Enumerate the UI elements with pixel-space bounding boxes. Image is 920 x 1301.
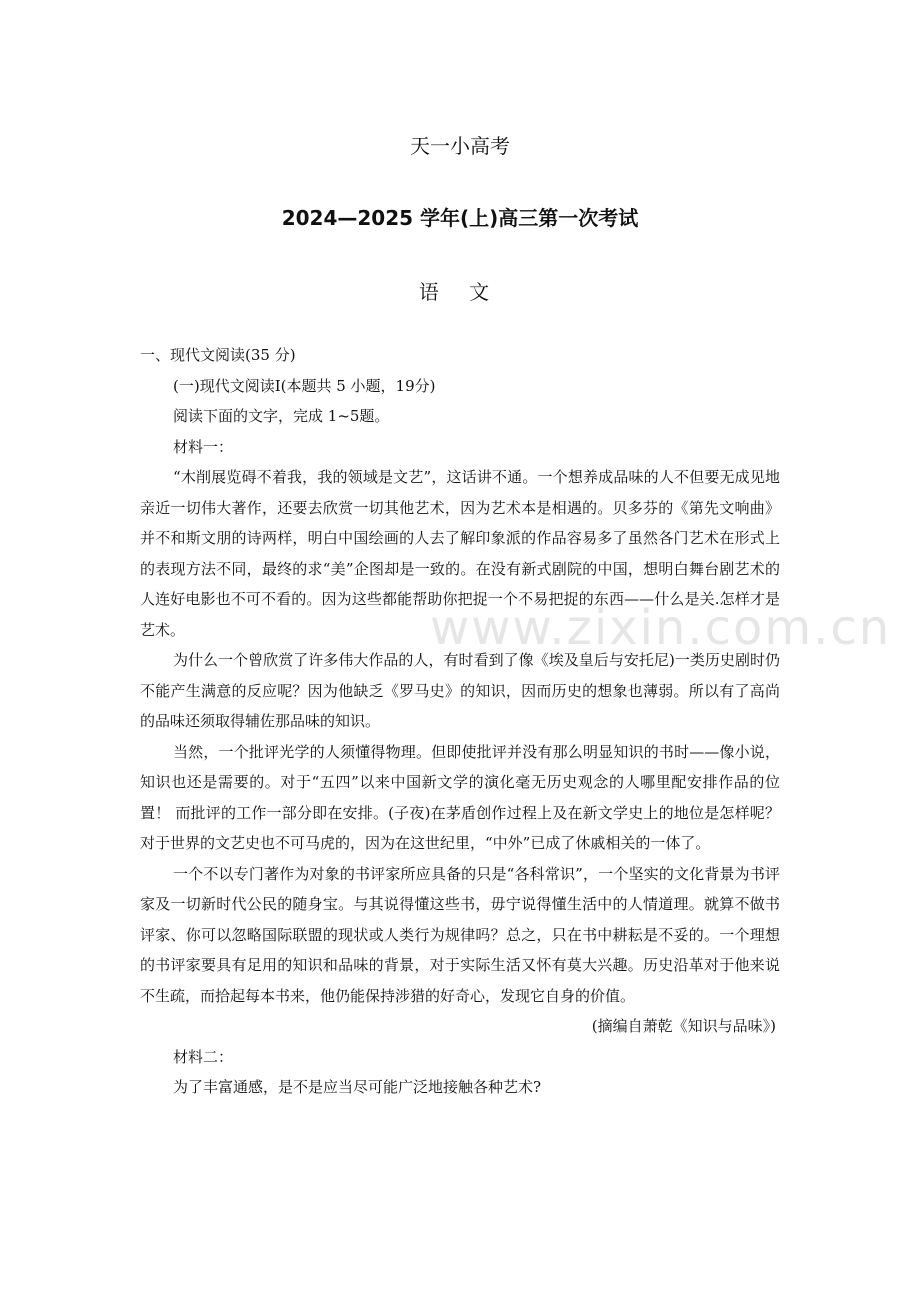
material-2-label: 材料二： (173, 1047, 234, 1066)
school-name: 天一小高考 (410, 134, 510, 158)
subject-title: 语 文 (418, 280, 502, 304)
material-1-paragraph: 为什么一个曾欣赏了许多伟大作品的人，有时看到了像《埃及皇后与安托尼)一类历史剧时仍不能产生满意的反应呢？因为他缺乏《罗马史》的知识，因而历史的想象也薄弱。所以有了高尚的品味还须取得辅佐那品味的知识。 (140, 651, 780, 730)
material-1-source: (摘编自萧乾《知识与品味》) (591, 1017, 776, 1035)
section-heading: 一、现代文阅读(35 分) (140, 346, 296, 364)
exam-title: 2024—2025 学年(上)高三第一次考试 (281, 206, 639, 230)
document-body (140, 340, 780, 1103)
watermark: www.zixin.com.cn (430, 600, 892, 656)
sub-heading: (一)现代文阅读Ⅰ(本题共 5 小题，19分) (173, 376, 436, 395)
material-2-first-line: 为了丰富通感，是不是应当尽可能广泛地接触各种艺术? (173, 1078, 542, 1096)
material-1-paragraph: 一个不以专门著作为对象的书评家所应具备的只是“各科常识”，一个坚实的文化背景为书评家及一切新时代公民的随身宝。与其说得懂这些书，毋宁说得懂生活中的人情道理。就算不做书评家、你可以忽略国际联盟的现状或人类行为规律吗？总之，只在书中耕耘是不妥的。一个理想的书评家要具有足用的知识和品味的背景，对于实际生活又怀有莫大兴趣。历史沿革对于他来说不生疏，而拾起每本书来，他仍能保持涉猎的好奇心，发现它自身的价值。 (140, 864, 780, 1005)
material-1-paragraph: “木削展览碍不着我，我的领域是文艺”，这话讲不通。一个想养成品味的人不但要无成见地亲近一切伟大著作，还要去欣赏一切其他艺术，因为艺术本是相遇的。贝多芬的《第先文响曲》并不和斯文朋的诗两样，明白中国绘画的人去了解印象派的作品容易多了虽然各门艺术在形式上的表现方法不同，最终的求“美”企图却是一致的。在没有新式剧院的中国，想明白舞台剧艺术的人连好电影也不可不看的。因为这些都能帮助你把捉一个不易把捉的东西——什么是关.怎样才是艺术。 (140, 468, 780, 639)
material-1-label: 材料一： (173, 437, 234, 456)
material-1-paragraph: 当然，一个批评光学的人须懂得物理。但即使批评并没有那么明显知识的书时——像小说，知识也还是需要的。对于“五四”以来中国新文学的演化毫无历史观念的人哪里配安排作品的位置！ 而批评的工作一部分即在安排。(子夜)在茅盾创作过程上及在新文学史上的地位是怎样呢？对于世界的文艺史也不可马虎的，因为在这世纪里，“中外”已成了休戚相关的一体了。 (140, 742, 780, 852)
instruction: 阅读下面的文字，完成 1~5题。 (173, 407, 390, 425)
